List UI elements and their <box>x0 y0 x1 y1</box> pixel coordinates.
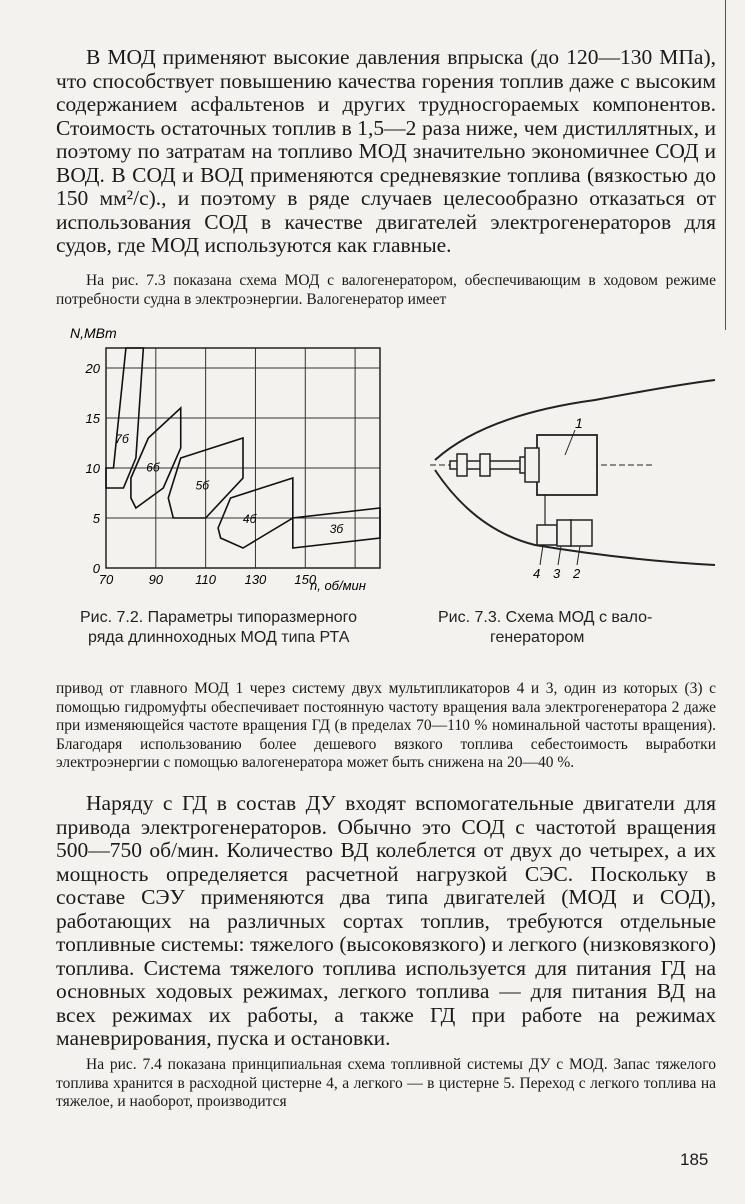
label-3: 3 <box>553 566 561 581</box>
figure-7-2-chart <box>70 318 400 598</box>
multiplier-4 <box>537 525 557 545</box>
region-label: 3б <box>329 522 344 536</box>
paragraph-2: На рис. 7.3 показана схема МОД с валогенератором, обеспечивающим в ходовом режиме потребности судна в электроэнергии. Валогенератор имеет <box>56 272 716 308</box>
x-tick-label: 150 <box>294 572 317 587</box>
label-4: 4 <box>533 566 541 581</box>
main-engine <box>537 435 597 495</box>
x-tick-label: 130 <box>244 572 267 587</box>
y-tick-label: 5 <box>92 511 100 526</box>
shaft-generator <box>570 520 592 546</box>
chart-ticks <box>85 361 317 587</box>
region-label: 5б <box>195 478 210 493</box>
y-axis-label: N,МВт <box>70 325 117 341</box>
x-tick-label: 90 <box>148 572 164 587</box>
x-tick-label: 110 <box>195 572 217 587</box>
label-1: 1 <box>575 415 583 431</box>
figure-7-3-caption: Рис. 7.3. Схема МОД с вало- генератором <box>438 609 653 646</box>
page-edge-rule <box>725 0 726 330</box>
figure-7-3-schematic <box>425 320 725 590</box>
region-label: 4б <box>242 512 257 526</box>
x-axis-label: n, об/мин <box>310 578 366 593</box>
label-2: 2 <box>573 566 581 581</box>
figure-7-2-caption: Рис. 7.2. Параметры типоразмерного ряда длинноходных МОД типа РТА <box>80 609 358 646</box>
paragraph-1: В МОД применяют высокие давления впрыска (до 120—130 МПа), что способствует повышению качества горения топлив даже с высоким содержанием асфальтенов и других трудносгораемых компонентов. Стоимость остаточных топлив в 1,5—2 раза ниже, чем дистиллятных, и поэтому по затратам на топливо МОД значительно экономичнее СОД и ВОД. В СОД и ВОД применяются средневязкие топлива (вязкостью до 150 мм²/с)., и поэтому в ряде случаев целесообразно отказаться от использования СОД в качестве двигателей электрогенераторов для судов, где МОД используются как главные. <box>56 45 716 257</box>
y-tick-label: 20 <box>85 361 100 376</box>
y-tick-label: 15 <box>85 411 100 426</box>
paragraph-4: Наряду с ГД в состав ДУ входят вспомогательные двигатели для привода электрогенераторов. Обычно это СОД с частотой вращения 500—750 об/мин. Количество ВД колеблется от двух до четырех, а их мощность определяется расчетной нагрузкой СЭС. Поскольку в составе СЭУ применяются два типа двигателей (МОД и СОД), работающих на различных сортах топлив, требуются отдельные топливные системы: тяжелого (высоковязкого) и легкого (низковязкого) топлива. Система тяжелого топлива используется для питания ГД на основных ходовых режимах, легкого топлива — для питания ВД на всех режимах их работы, а также ГД при работе на режимах маневрирования, пуска и остановки. <box>56 791 716 1050</box>
region-label: 6б <box>146 460 160 475</box>
paragraph-5: На рис. 7.4 показана принципиальная схема топливной системы ДУ с МОД. Запас тяжелого топлива хранится в расходной цистерне 4, а легкого — в цистерне 5. Переход с легкого топлива на тяжелое, и наоборот, производится <box>56 1056 716 1110</box>
page-number: 185 <box>680 1150 709 1169</box>
x-tick-label: 70 <box>98 572 114 587</box>
region-label: 7б <box>115 432 129 446</box>
y-tick-label: 10 <box>85 461 100 476</box>
multiplier-3 <box>557 520 571 546</box>
y-tick-label: 0 <box>92 561 100 576</box>
paragraph-3: привод от главного МОД 1 через систему двух мультипликаторов 4 и 3, один из которых (3) с помощью гидромуфты обеспечивает постоянную частоту вращения вала электрогенератора 2 даже при изменяющейся частоте вращения ГД (в пределах 70—110 % номинальной частоты вращения). Благодаря использованию более дешевого вязкого топлива себестоимость выработки электроэнергии с помощью валогенератора может быть снижена на 20—40 %. <box>56 680 716 771</box>
